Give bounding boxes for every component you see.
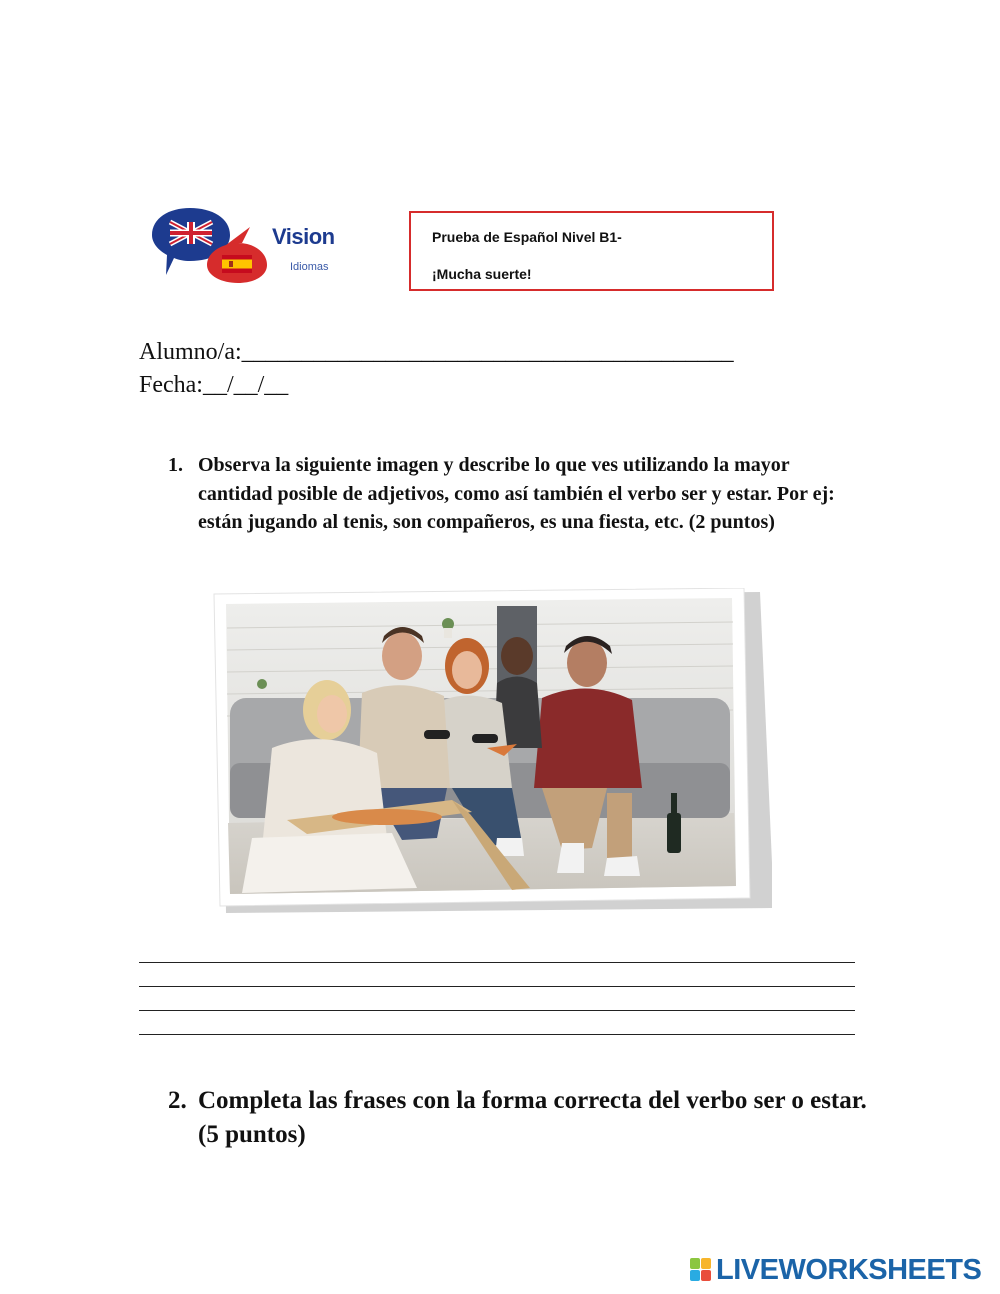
liveworksheets-brand	[690, 1253, 981, 1287]
friends-on-sofa-photo	[212, 588, 772, 913]
question-1	[168, 451, 868, 537]
answer-line[interactable]	[139, 1034, 855, 1035]
student-name-field[interactable]: Alumno/a:_________________________________________	[139, 339, 734, 365]
question-text: Observa la siguiente imagen y describe lo que ves utilizando la mayor cantidad posible de adjetivos, como así también el verbo ser y estar. Por ej: están jugando al tenis, son compañeros, es una fiesta, etc. (2 puntos)	[198, 454, 835, 533]
question-text: Completa las frases con la forma correcta del verbo ser o estar. (5 puntos)	[198, 1087, 867, 1148]
test-title: Prueba de Español Nivel B1-	[432, 229, 622, 245]
photo-icon	[212, 588, 772, 913]
answer-line[interactable]	[139, 1010, 855, 1011]
liveworksheets-logo-icon	[690, 1258, 712, 1282]
good-luck-text: ¡Mucha suerte!	[432, 266, 532, 282]
logo-subtitle: Idiomas	[290, 261, 329, 273]
answer-line[interactable]	[139, 986, 855, 987]
question-number: 1.	[168, 454, 183, 476]
logo-name: Vision	[272, 224, 335, 249]
question-2	[168, 1084, 868, 1152]
brand-text: LIVEWORKSHEETS	[716, 1253, 982, 1286]
question-number: 2.	[168, 1087, 187, 1114]
date-field[interactable]: Fecha:__/__/__	[139, 372, 289, 398]
answer-line[interactable]	[139, 962, 855, 963]
